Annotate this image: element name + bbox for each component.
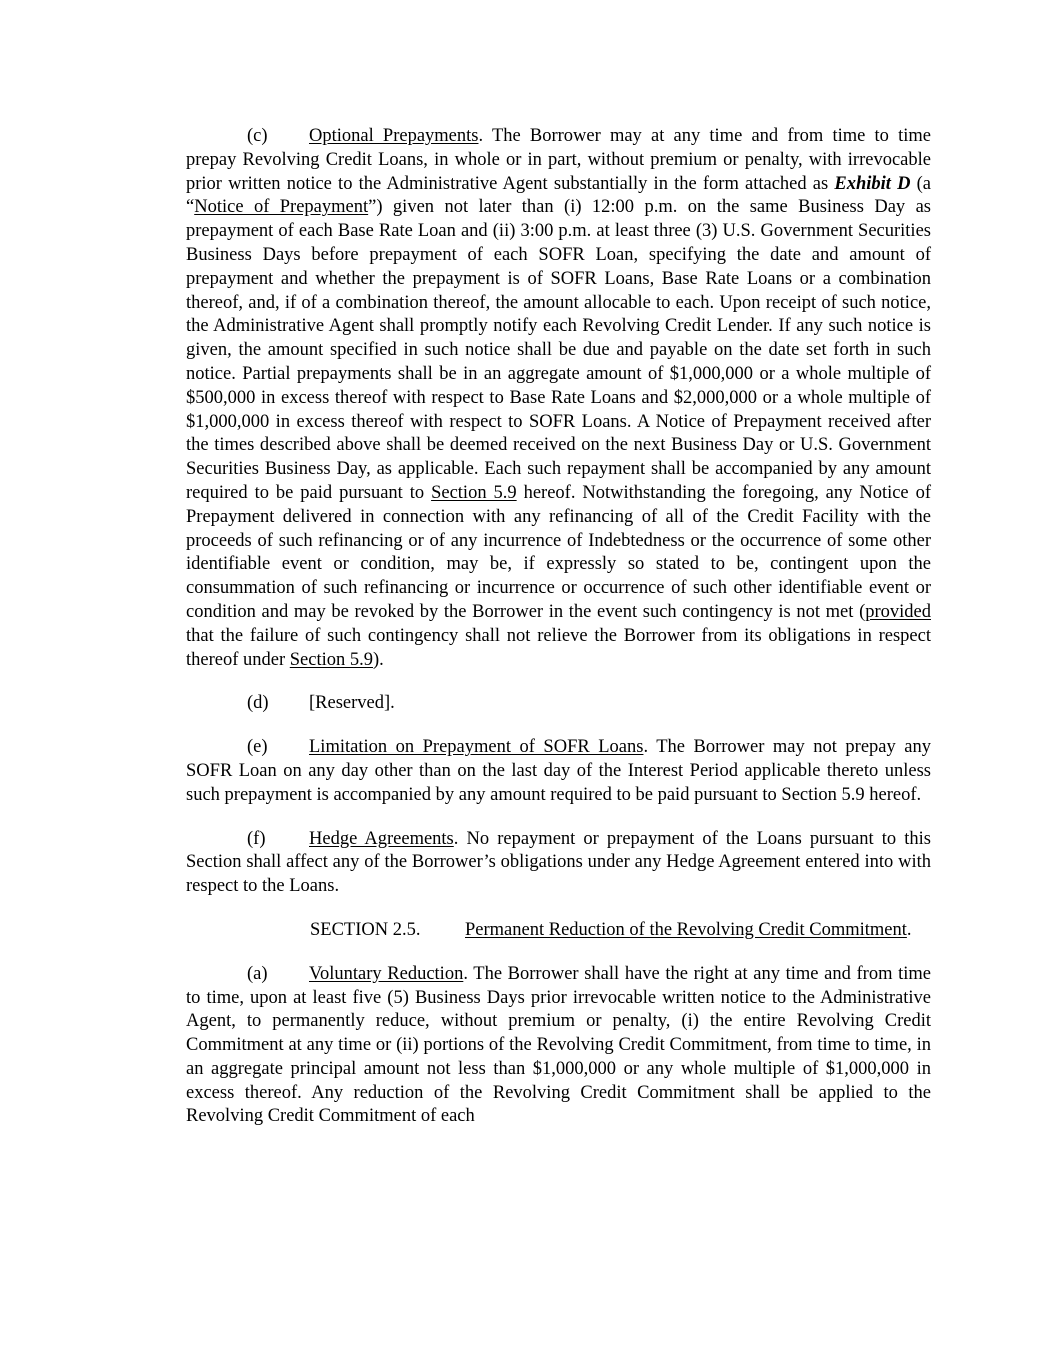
section-title: Permanent Reduction of the Revolving Credit Commitment	[465, 919, 907, 940]
defined-term: Notice of Prepayment	[194, 197, 369, 218]
paragraph-text: that the failure of such contingency shall not relieve the Borrower from its obligations in respect thereof under	[186, 625, 931, 670]
section-number: SECTION 2.5.	[310, 919, 421, 940]
section-title-end: .	[906, 919, 912, 940]
paragraph-text: hereof. Notwithstanding the foregoing, any Notice of Prepayment delivered in connection with any refinancing of all of the Credit Facility with the proceeds of such refinancing or of any incurrence of Indebtedness or the occurrence of some other identifiable event or condition, may be, if expressly so stated to be, contingent upon the consummation of such refinancing or incurrence or occurrence of such other identifiable event or condition and may be revoked by the Borrower in the event such contingency is not met (	[186, 482, 931, 622]
exhibit-reference: Exhibit D	[834, 173, 911, 194]
section-reference: Section 5.9	[431, 482, 517, 503]
paragraph-f	[186, 828, 931, 899]
paragraph-label: (a)	[247, 963, 268, 984]
paragraph-text: [Reserved].	[309, 693, 395, 714]
paragraph-d	[186, 692, 931, 716]
section-reference: Section 5.9	[289, 649, 374, 670]
document-body	[186, 125, 931, 1149]
paragraph-label: (e)	[247, 737, 268, 758]
paragraph-label: (f)	[247, 828, 266, 849]
paragraph-label: (d)	[247, 693, 269, 714]
section-heading	[186, 919, 931, 943]
paragraph-a	[186, 963, 931, 1130]
paragraph-c	[186, 125, 931, 672]
paragraph-heading: Limitation on Prepayment of SOFR Loans	[309, 737, 644, 758]
paragraph-text: ”) given not later than (i) 12:00 p.m. on the same Business Day as prepayment of each Base Rate Loan and (ii) 3:00 p.m. at least three (3) U.S. Government Securities Business Days before prepayment of each SOFR Loan, specifying the date and amount of prepayment and whether the prepayment is of SOFR Loans, Base Rate Loans or a combination thereof, and, if of a combination thereof, the amount allocable to each. Upon receipt of such notice, the Administrative Agent shall promptly notify each Revolving Credit Lender. If any such notice is given, the amount specified in such notice shall be due and payable on the date set forth in such notice. Partial prepayments shall be in an aggregate amount of $1,000,000 or a whole multiple of $500,000 in excess thereof with respect to Base Rate Loans and $2,000,000 or a whole multiple of $1,000,000 in excess thereof with respect to SOFR Loans. A Notice of Prepayment received after the times described above shall be deemed received on the next Business Day or U.S. Government Securities Business Day, as applicable. Each such repayment shall be accompanied by any amount required to be paid pursuant to	[186, 197, 931, 503]
paragraph-text: . The Borrower may not prepay any SOFR Loan on any day other than on the last day of the Interest Period applicable thereto unless such prepayment is accompanied by any amount required to be paid pursuant to Section 5.9 hereof.	[186, 737, 931, 805]
paragraph-text: . The Borrower shall have the right at any time and from time to time, upon at least five (5) Business Days prior irrevocable written notice to the Administrative Agent, to permanently reduce, without premium or penalty, (i) the entire Revolving Credit Commitment at any time or (ii) portions of the Revolving Credit Commitment, from time to time, in an aggregate principal amount not less than $1,000,000 or any whole multiple of $1,000,000 in excess thereof. Any reduction of the Revolving Credit Commitment shall be applied to the Revolving Credit Commitment of each	[186, 963, 931, 1127]
paragraph-text: . No repayment or prepayment of the Loans pursuant to this Section shall affect any of the Borrower’s obligations under any Hedge Agreement entered into with respect to the Loans.	[186, 828, 931, 897]
paragraph-text: . The Borrower may at any time and from time to time prepay Revolving Credit Loans, in whole or in part, without premium or penalty, with irrevocable prior written notice to the Administrative Agent substantially in the form attached as	[186, 126, 931, 194]
paragraph-e	[186, 736, 931, 807]
paragraph-text: ).	[373, 649, 384, 670]
paragraph-heading: Optional Prepayments	[309, 126, 479, 146]
provided-term: provided	[865, 601, 931, 622]
paragraph-heading: Hedge Agreements	[309, 828, 454, 849]
paragraph-text: (a “	[186, 173, 931, 218]
paragraph-heading: Voluntary Reduction	[309, 963, 464, 984]
paragraph-label: (c)	[247, 126, 268, 146]
